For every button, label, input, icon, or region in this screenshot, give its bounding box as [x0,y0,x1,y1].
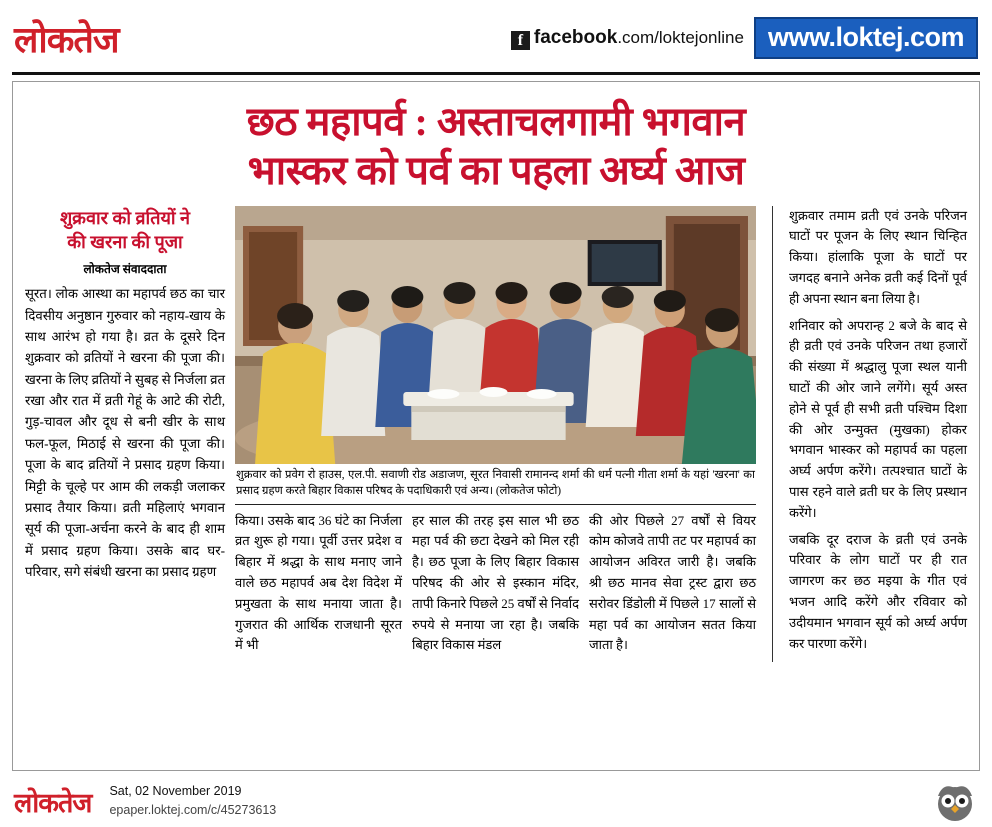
center-column [235,206,756,663]
publication-logo: लोकतेज [14,19,119,60]
photo-caption: शुक्रवार को प्रवेग रो हाउस, एल.पी. सवाणी रोड अडाजण, सूरत निवासी रामानन्द शर्मा की धर्म पत्नी गीता शर्मा के यहां 'खरना' का प्रसाद ग्रहण करते बिहार विकास परिषद के पदाधिकारी एवं अन्य। (लोकतेज फोटो) [235,464,756,505]
facebook-handle: .com/loktejonline [617,28,744,47]
article-body [25,206,967,663]
website-banner[interactable]: www.loktej.com [754,17,978,59]
body-paragraph: की ओर पिछले 27 वर्षों से वियर कोम कोजवे तापी तट पर महापर्व का आयोजन अविरत जारी है। जबकि श्री छठ मानव सेवा ट्रस्ट द्वारा छठ सरोवर डिंडोली में पिछले 17 सालों से महा पर्व का आयोजन सतत किया जाता है। [589,512,756,653]
article-byline: लोकतेज संवाददाता [83,262,167,277]
article-photo-wrap [235,206,756,505]
masthead [0,0,992,72]
facebook-icon: f [511,31,530,50]
body-paragraph: शनिवार को अपरान्ह 2 बजे के बाद से ही व्रती एवं उनके परिजन तथा हजारों की संख्या में श्रद्धालु पूजा स्थल यानी घाटों की ओर जाने लगेंगे। सूर्य अस्त होने से पूर्व ही सभी व्रती पश्चिम दिशा की ओर उन्मुक्त (मुखका) होकर भगवान भास्कर को महापर्व का पहला अर्घ्य अर्पण करेंगे। तत्पश्चात घाटों के पास रहने वाले व्रती घर के लिए प्रस्थान करेंगे। [789,317,967,520]
body-paragraph: हर साल की तरह इस साल भी छठ महा पर्व की छटा देखने को मिल रही है। छठ पूजा के लिए बिहार विकास परिषद की ओर से इस्कान मंदिर, तापी किनारे पिछले 25 वर्षों से निर्वाद रुपये से मनाया जा रहा है। जबकि बिहार विकास मंडल [412,512,579,653]
body-paragraph: सूरत। लोक आस्था का महापर्व छठ का चार दिवसीय अनुष्ठान गुरुवार को नहाय-खाय के साथ आरंभ हो गया है। व्रत के दूसरे दिन शुक्रवार को व्रतियों ने खरना की पूजा की। खरना के लिए व्रतियों ने सुबह से निर्जला व्रत रखा और रात में व्रती गेहूं के आटे की रोटी, गुड़-चावल और दूध से बनी खीर के साथ फल-फूल, मिठाई से खरना की पूजा की। पूजा के बाद व्रतियों ने प्रसाद ग्रहण किया। मिट्टी के चूल्हे पर आम की लकड़ी जलाकर प्रसाद तैयार किया। व्रती महिलाएं भगवान सूर्य की पूजा-अर्चना करने के बाद ही शाम में प्रसाद ग्रहण किया। उसके बाद घर-परिवार, सगे संबंधी खरना का प्रसाद ग्रहण [25,286,225,580]
article-headline [29,98,963,196]
publication-date: Sat, 02 November 2019 [109,784,242,799]
body-paragraph: किया। उसके बाद 36 घंटे का निर्जला व्रत शुरू हो गया। पूर्वी उत्तर प्रदेश व बिहार में श्रद्धा के साथ मनाए जाने वाले छठ महापर्व अब देश विदेश में प्रमुखता के साथ मनाया जाता है। गुजरात की आर्थिक राजधानी सूरत में भी [235,512,402,653]
epaper-url[interactable]: epaper.loktej.com/c/45273613 [109,803,277,817]
photo-illustration [235,206,756,464]
headline-line-2: भास्कर को पर्व का पहला अर्घ्य आज [247,147,745,193]
lower-column-2 [412,511,579,663]
article-subhead [25,206,225,255]
masthead-divider [12,72,980,75]
subhead-line-2: की खरना की पूजा [67,231,183,252]
owl-watermark-icon [932,780,978,822]
headline-line-1: छठ महापर्व : अस्ताचलगामी भगवान [246,99,746,144]
column-divider [772,206,773,663]
right-column [789,206,967,663]
masthead-links [511,17,978,59]
footer [14,779,978,823]
owl-illustration [932,780,978,822]
footer-logo: लोकतेज [14,787,92,818]
facebook-link[interactable] [511,27,744,49]
footer-meta [109,782,276,820]
facebook-label: facebook [533,27,618,48]
article-photo [235,206,756,464]
subhead-line-1: शुक्रवार को व्रतियों ने [59,207,191,228]
left-column [25,206,225,663]
body-paragraph: जबकि दूर दराज के व्रती एवं उनके परिवार के लोग घाटों पर ही रात जागरण कर छठ मइया के गीत एवं भजन आदि करेंगे और रविवार को उदीयमान भगवान सूर्य को अर्घ्य अर्पण कर पारणा करेंगे। [789,531,967,651]
body-paragraph: शुक्रवार तमाम व्रती एवं उनके परिजन घाटों पर पूजन के लिए स्थान चिन्हित किया। हांलाकि पूजा के घाटों पर जगदह बनाने अनेक व्रती कई दिनों पूर्व ही अपना स्थान बना लिया है। [789,207,967,306]
lower-columns [235,511,756,663]
lower-column-1 [235,511,402,663]
lower-column-3 [589,511,756,663]
article-frame [12,81,980,771]
